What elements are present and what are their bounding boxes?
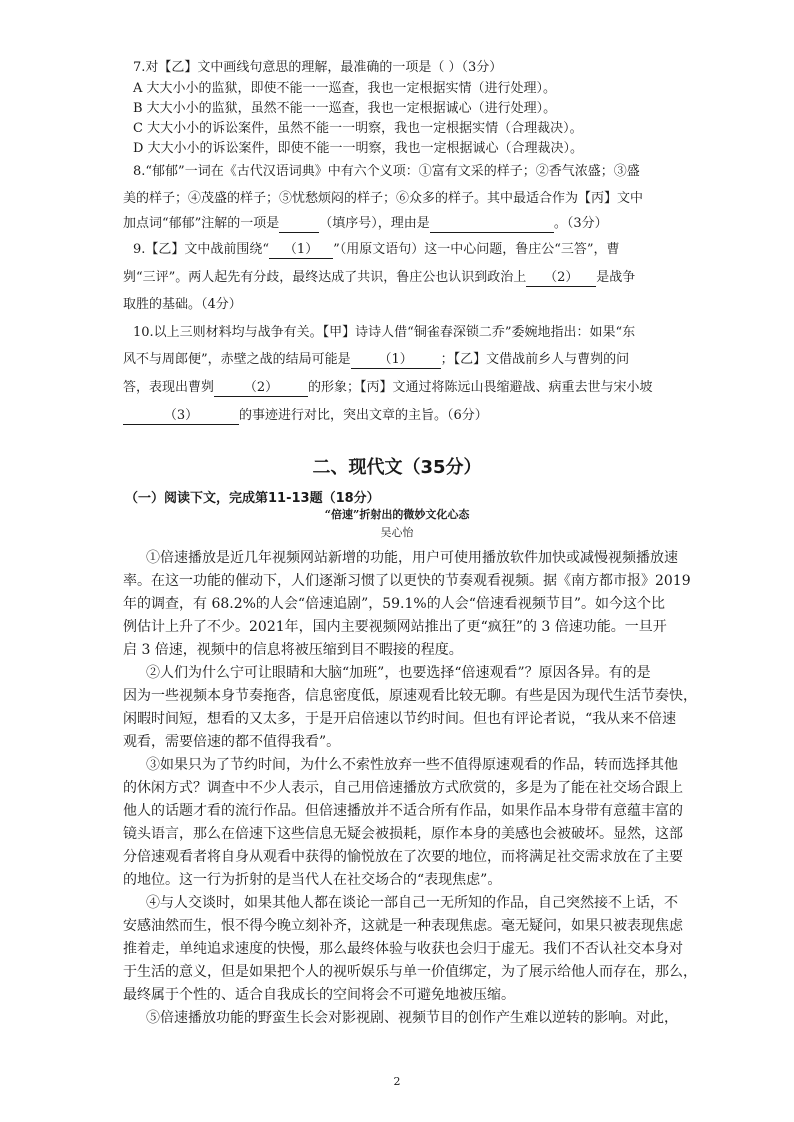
- body-line: 例估计上升了不少。2021年，国内主要视频网站推出了更“疯狂”的 3 倍速功能。一旦开: [123, 619, 667, 635]
- body-line: 启 3 倍速，视频中的信息将被压缩到目不暇接的程度。: [123, 642, 463, 658]
- body-line: ⑤倍速播放功能的野蛮生长会对影视剧、视频节目的创作产生难以逆转的影响。对此，: [146, 1010, 678, 1026]
- q9-answer-blank-2[interactable]: （2）: [526, 270, 596, 287]
- q9-line-2: [123, 268, 635, 288]
- q10-line-4b: 的事迹进行对比，突出文章的主旨。（6分）: [239, 408, 488, 423]
- q10-line-2: [123, 350, 629, 370]
- q10-line-4: [123, 406, 488, 426]
- body-line: 镜头语言，那么在倍速下这些信息无疑会被损耗，原作本身的美感也会被破坏。显然，这部: [123, 826, 683, 842]
- section-heading: 二、现代文（35分）: [312, 457, 482, 478]
- q10-line-2b: ；【乙】文借战前乡人与曹刿的问: [440, 352, 630, 367]
- body-line: 因为一些视频本身节奏拖沓，信息密度低，原速观看比较无聊。有些是因为现代生活节奏快，: [123, 688, 697, 704]
- body-line: 闲暇时间短，想看的又太多，于是开启倍速以节约时间。但也有评论者说，“我从来不倍速: [123, 711, 677, 727]
- q10-line-3b: 的形象；【丙】文通过将陈远山畏缩避战、病重去世与宋小坡: [308, 380, 653, 395]
- q9-line-1a: 9.【乙】文中战前围绕“: [133, 242, 270, 257]
- body-line: 最终属于个性的、适合自我成长的空间将会不可避免地被压缩。: [123, 987, 515, 1003]
- q8-line-3b: （填序号），理由是: [319, 216, 430, 231]
- q10-line-3: [123, 378, 653, 398]
- body-line: 的休闲方式？调查中不少人表示，自己用倍速播放方式欣赏的，多是为了能在社交场合跟上: [123, 780, 683, 796]
- q10-line-3a: 答，表现出曹刿: [123, 380, 215, 395]
- q10-answer-blank-1[interactable]: （1）: [351, 352, 441, 369]
- q8-answer-blank-1[interactable]: [279, 216, 319, 233]
- q7-option-d: D 大大小小的诉讼案件，即使不能一一明察，我也一定根据诚心（合理裁决）。: [133, 141, 584, 156]
- body-line: ②人们为什么宁可让眼睛和大脑“加班”，也要选择“倍速观看”？原因各异。有的是: [146, 665, 651, 681]
- body-line: 他人的话题才看的流行作品。但倍速播放并不适合所有作品，如果作品本身带有意蕴丰富的: [123, 803, 683, 819]
- q10-line-1: 10.以上三则材料均与战争有关。【甲】诗诗人借“铜雀春深锁二乔”委婉地指出：如果“东: [133, 325, 636, 340]
- body-line: ③如果只为了节约时间，为什么不索性放弃一些不值得原速观看的作品，转而选择其他: [146, 757, 678, 773]
- body-line: 安感油然而生，恨不得今晚立刻补齐，这就是一种表现焦虑。毫无疑问，如果只被表现焦虑: [123, 918, 683, 934]
- body-line: ①倍速播放是近几年视频网站新增的功能，用户可使用播放软件加快或减慢视频播放速: [146, 550, 678, 566]
- section-subheading: （一）阅读下文，完成第11-13题（18分）: [125, 491, 380, 506]
- q7-option-c: C 大大小小的诉讼案件，虽然不能一一明察，我也一定根据实情（合理裁决）。: [133, 121, 583, 136]
- body-line: 的地位。这一行为折射的是当代人在社交场合的“表现焦虑”。: [123, 872, 502, 888]
- q8-answer-blank-2[interactable]: [430, 216, 554, 233]
- q7-option-a: A 大大小小的监狱，即使不能一一巡查，我也一定根据实情（进行处理）。: [133, 81, 557, 96]
- q10-answer-blank-2[interactable]: （2）: [214, 380, 308, 397]
- body-line: 观看，需要倍速的都不值得我看”。: [123, 734, 341, 750]
- q9-line-1: [133, 240, 620, 260]
- q8-line-1: 8.“郁郁”一词在《古代汉语词典》中有六个义项：①富有文采的样子；②香气浓盛；③盛: [133, 164, 640, 179]
- q8-line-3a: 加点词“郁郁”注解的一项是: [123, 216, 280, 231]
- q7-stem: 7.对【乙】文中画线句意思的理解，最准确的一项是（ ）（3分）: [133, 60, 503, 75]
- q9-line-2a: 刿“三评”。两人起先有分歧，最终达成了共识，鲁庄公也认识到政治上: [123, 270, 527, 285]
- q10-answer-blank-3[interactable]: （3）: [123, 408, 239, 425]
- article-title: “倍速”折射出的微妙文化心态: [324, 508, 470, 521]
- page-number: 2: [393, 1075, 401, 1088]
- q9-line-2b: 是战争: [596, 270, 636, 285]
- body-line: 率。在这一功能的催动下，人们逐渐习惯了以更快的节奏观看视频。据《南方都市报》2019: [123, 573, 691, 589]
- q8-line-3c: 。（3分）: [553, 216, 608, 231]
- body-line: 推着走，单纯追求速度的快慢，那么最终体验与收获也会归于虚无。我们不否认社交本身对: [123, 941, 683, 957]
- q9-line-3: 取胜的基础。（4分）: [123, 297, 242, 312]
- body-line: 年的调查，有 68.2%的人会“倍速追剧”，59.1%的人会“倍速看视频节目”。如今这个比: [123, 596, 666, 612]
- q9-line-1b: ”（用原文语句）这一中心问题，鲁庄公“三答”，曹: [333, 242, 620, 257]
- article-author: 吴心怡: [380, 526, 414, 539]
- q8-line-2: 美的样子；④茂盛的样子；⑤忧愁烦闷的样子；⑥众多的样子。其中最适合作为【丙】文中: [123, 191, 644, 206]
- body-line: 于生活的意义，但是如果把个人的视听娱乐与单一价值绑定，为了展示给他人而存在，那么，: [123, 964, 697, 980]
- body-line: 分倍速观看者将自身从观看中获得的愉悦放在了次要的地位，而将满足社交需求放在了主要: [123, 849, 683, 865]
- body-line: ④与人交谈时，如果其他人都在谈论一部自己一无所知的作品，自己突然接不上话，不: [146, 895, 678, 911]
- q8-line-3: [123, 214, 608, 234]
- q10-line-2a: 风不与周郎便”，赤壁之战的结局可能是: [123, 352, 351, 367]
- q7-option-b: B 大大小小的监狱，虽然不能一一巡查，我也一定根据诚心（进行处理）。: [133, 101, 557, 116]
- q9-answer-blank-1[interactable]: （1）: [269, 242, 333, 259]
